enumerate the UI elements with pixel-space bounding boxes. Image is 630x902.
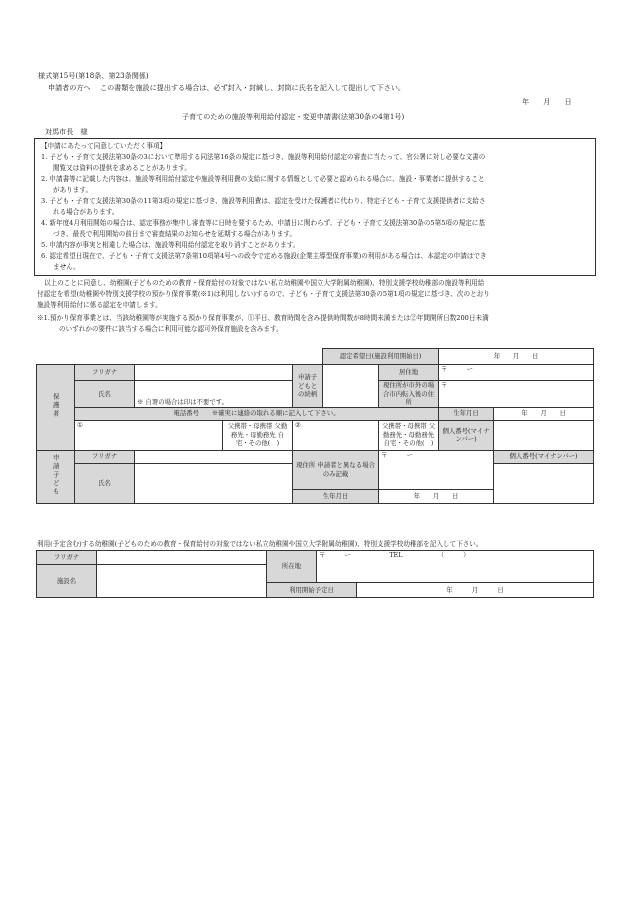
consent-item: 5. 申請内容が事実と相違した場合は、施設等利用給付認定を取り消すことがあります。 [41, 241, 300, 249]
consent-item: れる場合があります。 [53, 208, 119, 216]
guardian-birth-input[interactable]: 年 月 日 [494, 407, 594, 420]
facility-form [36, 550, 594, 598]
relation-label: 申請子どもとの続柄 [293, 365, 323, 408]
desired-date-label: 認定希望日(施設利用開始日) [323, 349, 439, 365]
consent-box [34, 138, 596, 276]
consent-item: づき、最長で利用開始の前日まで審査結果のお知らせを延期する場合があります。 [53, 230, 296, 238]
footnote-line: のいずれかの要件に該当する場合に利用可能な認可外保育施設を含みます。 [59, 325, 283, 333]
address-label: 居住地 [379, 365, 439, 381]
phone-label: 電話番号 [173, 409, 199, 418]
addressee: 対馬市長 様 [45, 127, 88, 136]
child-my-number-input[interactable] [494, 463, 594, 503]
child-name-label: 氏名 [75, 463, 135, 503]
child-address-input[interactable]: 〒 ー [379, 450, 494, 489]
child-address-label: 現住所 申請者と異なる場合のみ記載 [293, 450, 379, 489]
child-birth-label: 生年月日 [293, 489, 379, 503]
consent-item: があります。 [53, 186, 93, 194]
relation-input[interactable] [323, 365, 379, 408]
consent-item: 閲覧又は資料の提供を求めることがあります。 [53, 164, 191, 172]
phone1-options[interactable]: 父携帯・母携帯 父勤務先・母勤務先 自宅・その他( ) [223, 420, 293, 450]
facility-furigana-label: フリガナ [37, 551, 97, 565]
header-date: 年 月 日 [522, 97, 572, 106]
statement-line: 施設等利用給付に係る認定を申請します。 [37, 301, 162, 309]
address-input[interactable]: 〒 ー [439, 365, 594, 381]
child-name-input[interactable] [135, 463, 293, 503]
child-furigana-input[interactable] [135, 450, 293, 463]
form-number: 様式第15号(第18条、第23条関係) [38, 71, 149, 80]
child-my-number-label: 個人番号(マイナンバー) [494, 450, 594, 463]
child-label-text: 申請子ども [51, 454, 60, 497]
consent-item: 2. 申請書等に記載した内容は、施設等利用給付認定や施設等利用費の支給に関する情報として必要と認められる場合に、施設・事業者に提供すること [41, 175, 485, 183]
facility-address-input[interactable]: 〒 ー TEL （ ） [317, 551, 594, 583]
guardian-furigana-label: フリガナ [75, 365, 135, 381]
facility-heading: 利用(予定含む)する幼稚園(子どものための教育・保育給付の対象ではない私立幼稚園や国立大学附属幼稚園)、特別支援学校幼稚部を記入して下さい。 [37, 540, 483, 548]
footnote-line: ※1.預かり保育事業とは、当該幼稚園等が実施する預かり保育事業が、①平日、教育時間を含み提供時間数が8時間未満または②年間開所日数200日未満 [37, 314, 489, 322]
phone-label-row [75, 407, 439, 420]
child-birth-input[interactable]: 年 月 日 [379, 489, 494, 503]
notice-prefix: 申請者の方へ [48, 83, 91, 92]
application-form [36, 348, 594, 504]
facility-name-label: 施設名 [37, 565, 97, 598]
consent-item: 4. 新年度4月利用開始の場合は、認定事務が集中し審査等に日時を要するため、申請日に関わらず、子ども・子育て支援法第30条の5第5項の規定に基 [41, 219, 485, 227]
statement-line: 付認定を希望(幼稚園や特別支援学校の預かり保育事業(※1)は利用しない)するので、子ども・子育て支援法第30条の5第1項の規定に基づき、次のとおり [37, 290, 490, 298]
phone2-input[interactable]: ② [293, 420, 379, 450]
guardian-furigana-input[interactable] [135, 365, 293, 381]
facility-start-label: 利用開始予定日 [267, 583, 357, 598]
guardian-name-label: 氏名 [75, 381, 135, 408]
outside-city-input[interactable]: 〒 [439, 381, 594, 408]
self-sign-note: ※ 自署の場合は印は不要です。 [137, 398, 228, 406]
child-furigana-label: フリガナ [75, 450, 135, 463]
guardian-name-input[interactable] [135, 381, 293, 408]
guardian-label [37, 365, 75, 451]
guardian-my-number-label: 個人番号(マイナンバー) [439, 420, 494, 450]
child-label [37, 450, 75, 503]
guardian-my-number-input[interactable] [494, 420, 594, 450]
form-title: 子育てのための施設等利用給付認定・変更申請書(法第30条の4第1号) [182, 112, 405, 121]
facility-start-input[interactable]: 年 月 日 [357, 583, 594, 598]
consent-item: 6. 認定希望日現在で、子ども・子育て支援法第7条第10項第4号への政令で定める施設(企業主導型保育事業)の利用がある場合は、本認定の申請はでき [41, 252, 487, 260]
consent-item: ません。 [53, 263, 80, 271]
phone2-options[interactable]: 父携帯・母携帯 父勤務先・母勤務先 自宅・その他( ) [379, 420, 439, 450]
phone-note: ※確実に連絡の取れる順に記入して下さい。 [211, 409, 340, 418]
outside-city-label: 現住所が市外の場合市内転入後の住所 [379, 381, 439, 408]
facility-address-label: 所在地 [267, 551, 317, 583]
desired-date-field[interactable]: 年 月 日 [439, 349, 594, 365]
notice-text: この書類を施設に提出する場合は、必ず封入・封緘し、封筒に氏名を記入して提出して下さい。 [100, 83, 406, 92]
consent-item: 1. 子ども・子育て支援法第30条の3において準用する同法第16条の規定に基づき、施設等利用給付認定の審査に当たって、官公署に対し必要な文書の [41, 153, 486, 161]
consent-item: 3. 子ども・子育て支援法第30条の11第3項の規定に基づき、施設等利用費は、認定を受けた保護者に代わり、特定子ども・子育て支援提供者に支給さ [41, 197, 486, 205]
facility-furigana-input[interactable] [97, 551, 267, 565]
statement-line: 以上のことに同意し、幼稚園(子どものための教育・保育給付の対象ではない私立幼稚園や国立大学附属幼稚園)、特別支援学校幼稚部の施設等利用給 [44, 279, 485, 287]
phone1-input[interactable]: ① [75, 420, 223, 450]
consent-heading: 【申請にあたって同意していただく事項】 [41, 142, 167, 150]
guardian-birth-label: 生年月日 [439, 407, 494, 420]
facility-name-input[interactable] [97, 565, 267, 598]
guardian-label-text: 保護者 [51, 393, 60, 419]
